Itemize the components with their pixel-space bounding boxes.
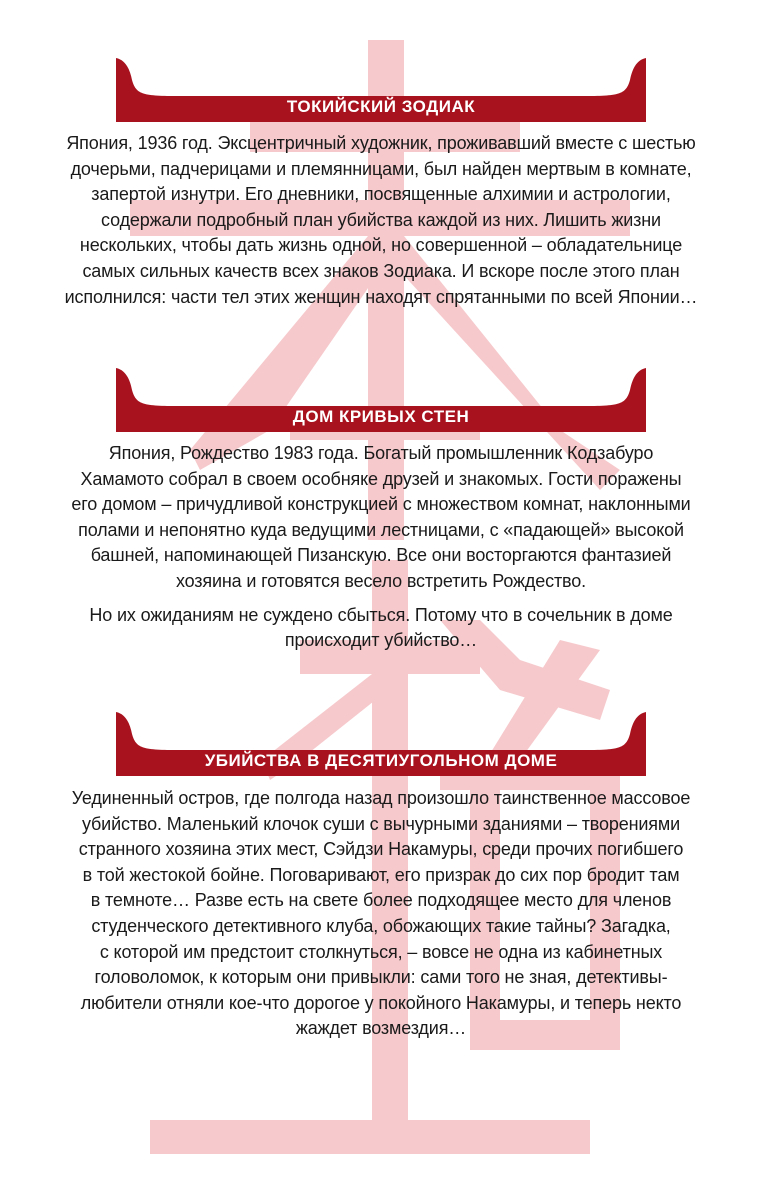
text-line: странного хозяина этих мест, Сэйдзи Накамуры, среди прочих погибшего xyxy=(78,839,684,860)
section-banner xyxy=(116,712,646,776)
section-title: ДОМ КРИВЫХ СТЕН xyxy=(292,407,470,426)
text-line: Хамамото собрал в своем особняке друзей и знакомых. Гости поражены xyxy=(80,468,682,489)
section-banner xyxy=(116,58,646,122)
text-line: запертой изнутри. Его дневники, посвященные алхимии и астрологии, xyxy=(91,184,671,205)
section-title: УБИЙСТВА В ДЕСЯТИУГОЛЬНОМ ДОМЕ xyxy=(204,751,558,770)
text-line: его домом – причудливой конструкцией с множеством комнат, наклонными xyxy=(71,494,691,515)
text-line: нескольких, чтобы дать жизнь одной, но совершенной – обладательнице xyxy=(79,235,683,256)
section-description xyxy=(50,131,712,310)
text-line: Япония, Рождество 1983 года. Богатый промышленник Кодзабуро xyxy=(108,443,654,463)
text-line: самых сильных качеств всех знаков Зодиака. И вскоре после этого план xyxy=(82,260,680,281)
text-line: содержали подробный план убийства каждой из них. Лишить жизни xyxy=(101,209,661,230)
paragraph xyxy=(50,603,712,654)
section-title: ТОКИЙСКИЙ ЗОДИАК xyxy=(286,97,476,116)
text-line: происходит убийство… xyxy=(284,630,478,651)
text-line: головоломок, к которым они привыкли: сами того не зная, детективы- xyxy=(94,967,668,988)
text-line: исполнился: части тел этих женщин находят спрятанными по всей Японии… xyxy=(64,286,698,307)
text-line: любители отняли кое-что дорогое у покойного Накамуры, и теперь некто xyxy=(80,992,682,1013)
section-description xyxy=(50,441,712,654)
text-line: башней, напоминающей Пизанскую. Все они восторгаются фантазией xyxy=(90,545,672,566)
text-line: Уединенный остров, где полгода назад произошло таинственное массовое xyxy=(71,788,691,808)
text-line: с которой им предстоит столкнуться, – вовсе не одна из кабинетных xyxy=(99,941,663,962)
text-line: хозяина и готовятся весело встретить Рождество. xyxy=(175,570,586,591)
paragraph xyxy=(50,441,712,595)
text-line: убийство. Маленький клочок суши с вычурными зданиями – творениями xyxy=(81,813,681,834)
section-banner xyxy=(116,368,646,432)
text-line: студенческого детективного клуба, обожающих такие тайны? Загадка, xyxy=(91,915,671,936)
text-line: в темноте… Разве есть на свете более подходящее место для членов xyxy=(90,890,672,911)
text-line: Япония, 1936 год. Эксцентричный художник, проживавший вместе с шестью xyxy=(66,133,696,153)
text-line: дочерьми, падчерицами и племянницами, был найден мертвым в комнате, xyxy=(70,158,692,179)
text-line: полами и непонятно куда ведущими лестницами, с «падающей» высокой xyxy=(78,519,684,540)
text-line: в той жестокой бойне. Поговаривают, его призрак до сих пор бродит там xyxy=(82,864,680,885)
text-line: Но их ожиданиям не суждено сбыться. Потому что в сочельник в доме xyxy=(89,604,673,625)
section-description xyxy=(50,786,712,1042)
text-line: жаждет возмездия… xyxy=(295,1018,467,1039)
